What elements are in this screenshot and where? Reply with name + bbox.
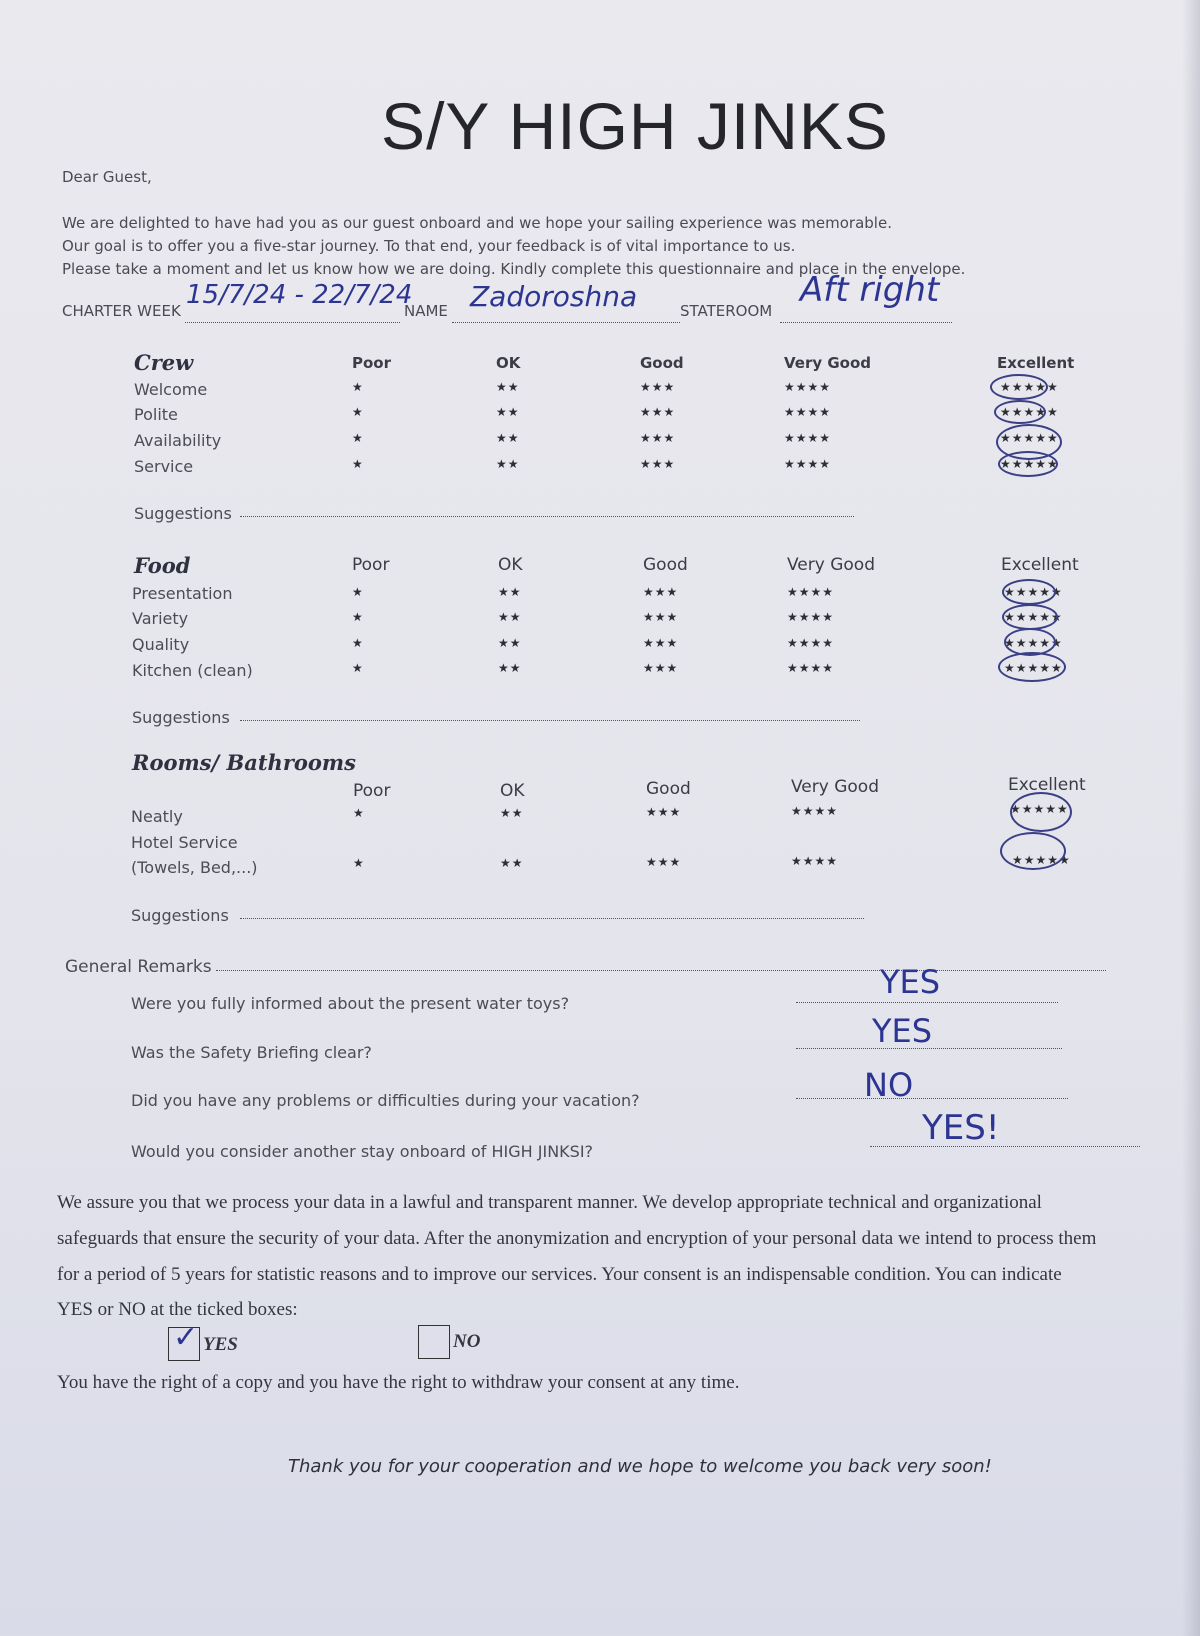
question-problems: Did you have any problems or difficulties during your vacation? (131, 1091, 640, 1110)
rooms-item-towels-bed: (Towels, Bed,...) (131, 858, 258, 877)
food-item-variety: Variety (132, 609, 189, 628)
rooms-header-good: Good (646, 779, 691, 799)
food-header-very-good: Very Good (787, 555, 875, 575)
crew-availability-stars-3[interactable]: ★★★ (640, 431, 676, 445)
answer-line-problems (796, 1098, 1068, 1099)
crew-polite-circle (994, 400, 1046, 424)
crew-welcome-stars-2[interactable]: ★★ (496, 380, 520, 394)
privacy-line-3: for a period of 5 years for statistic reasons and to improve our services. Your consent is an indispensable condition. You can indicate (57, 1264, 1062, 1285)
rooms-hotel-stars-5[interactable]: ★★★★★ (1012, 853, 1071, 867)
crew-polite-stars-2[interactable]: ★★ (496, 405, 520, 419)
crew-polite-stars-1[interactable]: ★ (352, 405, 364, 419)
food-header-poor: Poor (352, 555, 390, 575)
food-suggestions-label: Suggestions (132, 708, 230, 727)
charter-week-value[interactable]: 15/7/24 - 22/7/24 (186, 280, 413, 310)
food-kitchen-stars-2[interactable]: ★★ (498, 661, 522, 675)
rooms-neatly-stars-4[interactable]: ★★★★ (791, 804, 839, 818)
crew-polite-stars-4[interactable]: ★★★★ (784, 405, 832, 419)
check-mark-icon: ✓ (173, 1320, 199, 1355)
food-quality-stars-4[interactable]: ★★★★ (787, 636, 835, 650)
consent-yes-label[interactable]: YES (203, 1334, 238, 1355)
answer-water-toys[interactable]: YES (880, 963, 941, 1001)
food-kitchen-stars-5[interactable]: ★★★★★ (1004, 661, 1063, 675)
greeting: Dear Guest, (62, 168, 152, 186)
section-title-crew: Crew (134, 350, 194, 375)
privacy-line-4: YES or NO at the ticked boxes: (57, 1299, 298, 1320)
question-water-toys: Were you fully informed about the present water toys? (131, 994, 570, 1013)
rooms-neatly-stars-5[interactable]: ★★★★★ (1010, 802, 1069, 816)
food-variety-stars-1[interactable]: ★ (352, 610, 364, 624)
crew-polite-stars-3[interactable]: ★★★ (640, 405, 676, 419)
stateroom-label: STATEROOM (680, 302, 773, 320)
privacy-line-2: safeguards that ensure the security of your data. After the anonymization and encryption of your personal data we intend to process them (57, 1228, 1097, 1249)
rooms-neatly-circle (1010, 792, 1072, 832)
food-variety-stars-2[interactable]: ★★ (498, 610, 522, 624)
food-quality-stars-3[interactable]: ★★★ (643, 636, 679, 650)
intro-line-1: We are delighted to have had you as our guest onboard and we hope your sailing experience was memorable. (62, 214, 892, 232)
rooms-neatly-stars-2[interactable]: ★★ (500, 806, 524, 820)
rooms-hotel-stars-2[interactable]: ★★ (500, 856, 524, 870)
food-presentation-stars-4[interactable]: ★★★★ (787, 585, 835, 599)
crew-item-availability: Availability (134, 431, 222, 450)
consent-no-label[interactable]: NO (453, 1331, 481, 1352)
charter-week-label: CHARTER WEEK (62, 302, 181, 320)
intro-line-2: Our goal is to offer you a five-star journey. To that end, your feedback is of vital importance to us. (62, 237, 796, 255)
food-kitchen-stars-4[interactable]: ★★★★ (787, 661, 835, 675)
rooms-hotel-circle (1000, 832, 1066, 870)
crew-service-stars-1[interactable]: ★ (352, 457, 364, 471)
crew-availability-stars-5[interactable]: ★★★★★ (1000, 431, 1059, 445)
crew-availability-stars-1[interactable]: ★ (352, 431, 364, 445)
crew-header-ok: OK (496, 354, 521, 372)
food-presentation-stars-2[interactable]: ★★ (498, 585, 522, 599)
stateroom-line (780, 322, 952, 323)
crew-service-stars-5[interactable]: ★★★★★ (1000, 457, 1059, 471)
answer-problems[interactable]: NO (864, 1066, 914, 1104)
rooms-item-neatly: Neatly (131, 807, 183, 826)
page-edge-shadow (1182, 0, 1200, 1636)
rooms-suggestions-label: Suggestions (131, 906, 229, 925)
crew-item-polite: Polite (134, 405, 178, 424)
crew-welcome-stars-4[interactable]: ★★★★ (784, 380, 832, 394)
food-kitchen-stars-1[interactable]: ★ (352, 661, 364, 675)
rooms-hotel-stars-4[interactable]: ★★★★ (791, 854, 839, 868)
food-variety-circle (1002, 604, 1058, 630)
question-another-stay: Would you consider another stay onboard of HIGH JINKSI? (131, 1142, 594, 1161)
rooms-neatly-stars-1[interactable]: ★ (353, 806, 365, 820)
food-presentation-stars-3[interactable]: ★★★ (643, 585, 679, 599)
rooms-suggestions-line[interactable] (240, 918, 864, 919)
rooms-neatly-stars-3[interactable]: ★★★ (646, 805, 682, 819)
section-title-rooms: Rooms/ Bathrooms (132, 750, 356, 775)
food-variety-stars-3[interactable]: ★★★ (643, 610, 679, 624)
answer-safety-briefing[interactable]: YES (872, 1012, 933, 1050)
intro-line-3: Please take a moment and let us know how we are doing. Kindly complete this questionnaire and place in the envelope. (62, 260, 966, 278)
charter-week-line (185, 322, 400, 323)
name-line (452, 322, 680, 323)
stateroom-value[interactable]: Aft right (800, 270, 940, 310)
food-header-good: Good (643, 555, 688, 575)
food-variety-stars-4[interactable]: ★★★★ (787, 610, 835, 624)
answer-another-stay[interactable]: YES! (922, 1108, 1000, 1148)
crew-suggestions-label: Suggestions (134, 504, 232, 523)
rooms-hotel-stars-3[interactable]: ★★★ (646, 855, 682, 869)
general-remarks-label: General Remarks (65, 957, 212, 977)
crew-service-stars-3[interactable]: ★★★ (640, 457, 676, 471)
food-item-kitchen: Kitchen (clean) (132, 661, 253, 680)
crew-availability-stars-4[interactable]: ★★★★ (784, 431, 832, 445)
food-item-presentation: Presentation (132, 584, 233, 603)
crew-welcome-circle (990, 374, 1048, 400)
food-suggestions-line[interactable] (240, 720, 860, 721)
food-quality-stars-5[interactable]: ★★★★★ (1004, 636, 1063, 650)
rooms-header-ok: OK (500, 781, 525, 801)
answer-line-water-toys (796, 1002, 1058, 1003)
rooms-header-excellent: Excellent (1008, 775, 1086, 795)
food-presentation-circle (1002, 579, 1056, 605)
rooms-hotel-stars-1[interactable]: ★ (353, 856, 365, 870)
consent-yes-checkbox[interactable] (168, 1320, 200, 1361)
crew-service-circle (998, 451, 1058, 477)
food-header-ok: OK (498, 555, 523, 575)
section-title-food: Food (134, 553, 191, 578)
food-item-quality: Quality (132, 635, 190, 654)
thank-you-note: Thank you for your cooperation and we hope to welcome you back very soon! (288, 1456, 992, 1477)
food-kitchen-circle (998, 652, 1066, 682)
crew-availability-stars-2[interactable]: ★★ (496, 431, 520, 445)
crew-welcome-stars-1[interactable]: ★ (352, 380, 364, 394)
food-header-excellent: Excellent (1001, 555, 1079, 575)
food-presentation-stars-5[interactable]: ★★★★★ (1004, 585, 1063, 599)
rooms-header-poor: Poor (353, 781, 391, 801)
rooms-item-hotel-service: Hotel Service (131, 833, 238, 852)
food-quality-stars-2[interactable]: ★★ (498, 636, 522, 650)
crew-header-excellent: Excellent (997, 354, 1075, 372)
food-quality-stars-1[interactable]: ★ (352, 636, 364, 650)
crew-polite-stars-5[interactable]: ★★★★★ (1000, 405, 1059, 419)
crew-header-good: Good (640, 354, 684, 372)
document-title: S/Y HIGH JINKS (381, 89, 889, 163)
crew-service-stars-4[interactable]: ★★★★ (784, 457, 832, 471)
crew-header-poor: Poor (352, 354, 392, 372)
rights-text: You have the right of a copy and you have the right to withdraw your consent at any time. (57, 1372, 740, 1393)
food-kitchen-stars-3[interactable]: ★★★ (643, 661, 679, 675)
food-presentation-stars-1[interactable]: ★ (352, 585, 364, 599)
crew-header-very-good: Very Good (784, 354, 872, 372)
privacy-line-1: We assure you that we process your data in a lawful and transparent manner. We develop appropriate technical and organizational (57, 1192, 1042, 1213)
crew-welcome-stars-3[interactable]: ★★★ (640, 380, 676, 394)
crew-item-service: Service (134, 457, 194, 476)
name-label: NAME (404, 302, 448, 320)
crew-service-stars-2[interactable]: ★★ (496, 457, 520, 471)
crew-suggestions-line[interactable] (240, 516, 854, 517)
crew-item-welcome: Welcome (134, 380, 208, 399)
rooms-header-very-good: Very Good (791, 777, 879, 797)
crew-welcome-stars-5[interactable]: ★★★★★ (1000, 380, 1059, 394)
answer-line-another-stay (870, 1146, 1140, 1147)
food-variety-stars-5[interactable]: ★★★★★ (1004, 610, 1063, 624)
consent-no-checkbox[interactable] (418, 1325, 450, 1359)
general-remarks-line[interactable] (216, 970, 1106, 971)
name-value[interactable]: Zadoroshna (470, 280, 638, 313)
question-safety-briefing: Was the Safety Briefing clear? (131, 1043, 372, 1062)
